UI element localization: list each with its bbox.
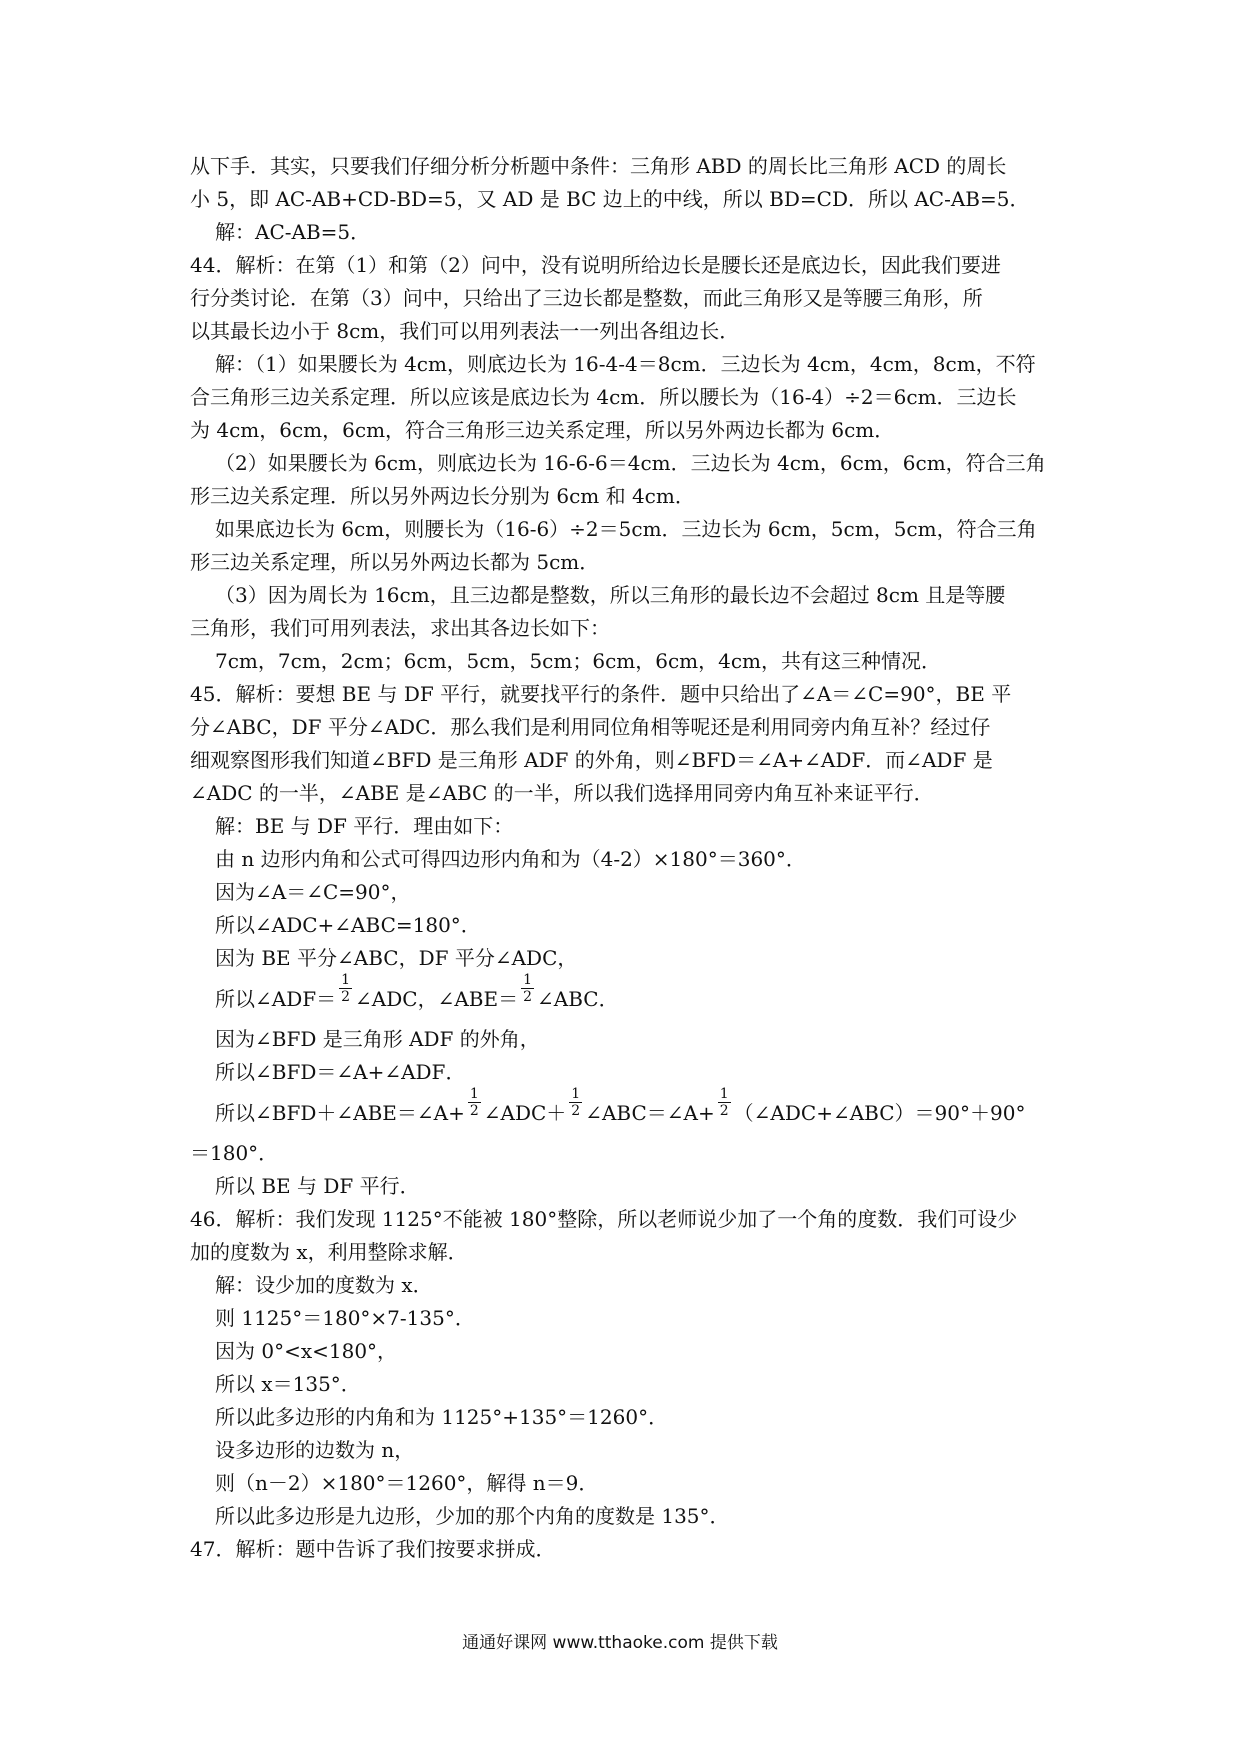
text-line: 解：AC-AB=5． [215, 220, 371, 244]
fraction-numerator: 1 [571, 1086, 581, 1102]
text-line: 合三角形三边关系定理．所以应该是底边长为 4cm．所以腰长为（16-4）÷2＝6cm．三边长 [190, 385, 1017, 409]
text-line: 因为∠BFD 是三角形 ADF 的外角， [215, 1027, 540, 1051]
eq-text: ∠ADC，∠ABE＝ [355, 987, 519, 1011]
fraction [339, 972, 352, 1005]
fraction-denominator: 2 [341, 989, 351, 1005]
fraction [718, 1086, 731, 1119]
page-footer: 通通好课网 www.tthaoke.com 提供下载 [462, 1633, 778, 1653]
text-line: 因为∠A＝∠C=90°， [215, 880, 411, 904]
fraction-denominator: 2 [469, 1103, 479, 1119]
text-line: 解：BE 与 DF 平行．理由如下： [215, 814, 514, 838]
text-line: 加的度数为 x，利用整除求解． [190, 1240, 468, 1264]
fraction-denominator: 2 [719, 1103, 729, 1119]
problem-45-heading: 45．解析：要想 BE 与 DF 平行，就要找平行的条件．题中只给出了∠A＝∠C=90°，BE 平 [190, 682, 1012, 706]
equation-continuation: ＝180°． [190, 1141, 279, 1165]
fraction [468, 1086, 481, 1119]
text-line: 从下手．其实，只要我们仔细分析分析题中条件：三角形 ABD 的周长比三角形 ACD 的周长 [190, 154, 1007, 178]
text-line: 则（n－2）×180°＝1260°，解得 n＝9． [215, 1471, 599, 1495]
fraction-numerator: 1 [719, 1086, 729, 1102]
text-line: 形三边关系定理．所以另外两边长分别为 6cm 和 4cm． [190, 484, 695, 508]
eq-text: ∠ABC＝∠A+ [585, 1101, 715, 1125]
text-line: 解：设少加的度数为 x． [215, 1273, 433, 1297]
text-line: 以其最长边小于 8cm，我们可以用列表法一一列出各组边长． [190, 319, 740, 343]
text-line: （2）如果腰长为 6cm，则底边长为 16-6-6＝4cm．三边长为 4cm，6cm，6cm，符合三角 [215, 451, 1046, 475]
text-line: 所以此多边形的内角和为 1125°+135°＝1260°． [215, 1405, 669, 1429]
fraction-denominator: 2 [523, 989, 533, 1005]
fraction [569, 1086, 582, 1119]
eq-text: （∠ADC+∠ABC）＝90°＋90° [733, 1101, 1026, 1125]
fraction-denominator: 2 [571, 1103, 581, 1119]
text-line: 行分类讨论．在第（3）问中，只给出了三边长都是整数，而此三角形又是等腰三角形，所 [190, 286, 983, 310]
text-line: 如果底边长为 6cm，则腰长为（16-6）÷2＝5cm．三边长为 6cm，5cm，5cm，符合三角 [215, 517, 1037, 541]
document-body [190, 150, 1060, 1566]
text-line: 因为 0°<x<180°， [215, 1339, 398, 1363]
text-line: 三角形，我们可用列表法，求出其各边长如下： [190, 616, 610, 640]
text-line: 设多边形的边数为 n， [215, 1438, 415, 1462]
text-line: 7cm，7cm，2cm；6cm，5cm，5cm；6cm，6cm，4cm，共有这三种情况． [215, 649, 942, 673]
equation-line [190, 972, 1060, 1023]
text-line: 由 n 边形内角和公式可得四边形内角和为（4-2）×180°＝360°． [215, 847, 806, 871]
fraction [521, 972, 534, 1005]
text-line: ∠ADC 的一半，∠ABE 是∠ABC 的一半，所以我们选择用同旁内角互补来证平行． [190, 781, 934, 805]
text-line: 所以 BE 与 DF 平行． [215, 1174, 420, 1198]
fraction-numerator: 1 [523, 972, 533, 988]
problem-46-heading: 46．解析：我们发现 1125°不能被 180°整除，所以老师说少加了一个角的度数．我们可设少 [190, 1207, 1018, 1231]
text-line: 形三边关系定理，所以另外两边长都为 5cm． [190, 550, 600, 574]
text-line: 细观察图形我们知道∠BFD 是三角形 ADF 的外角，则∠BFD＝∠A+∠ADF．而∠ADF 是 [190, 748, 993, 772]
text-line: 所以此多边形是九边形，少加的那个内角的度数是 135°． [215, 1504, 730, 1528]
eq-text: 所以∠BFD＋∠ABE＝∠A+ [215, 1101, 465, 1125]
text-line: 小 5，即 AC-AB+CD-BD=5，又 AD 是 BC 边上的中线，所以 BD=CD．所以 AC-AB=5． [190, 187, 1030, 211]
text-line: 为 4cm，6cm，6cm，符合三角形三边关系定理，所以另外两边长都为 6cm． [190, 418, 895, 442]
text-line: 所以∠ADC+∠ABC=180°． [215, 913, 481, 937]
eq-text: ∠ABC． [537, 987, 619, 1011]
problem-44-heading: 44．解析：在第（1）和第（2）问中，没有说明所给边长是腰长还是底边长，因此我们要进 [190, 253, 1001, 277]
eq-text: 所以∠ADF＝ [215, 987, 337, 1011]
eq-text: ∠ADC＋ [483, 1101, 567, 1125]
text-line: 分∠ABC，DF 平分∠ADC．那么我们是利用同位角相等呢还是利用同旁内角互补？经过仔 [190, 715, 991, 739]
equation-line [190, 1086, 1060, 1137]
text-line: 所以∠BFD＝∠A+∠ADF． [215, 1060, 466, 1084]
fraction-numerator: 1 [469, 1086, 479, 1102]
text-line: 解：（1）如果腰长为 4cm，则底边长为 16-4-4＝8cm．三边长为 4cm，4cm，8cm，不符 [215, 352, 1036, 376]
text-line: 所以 x＝135°． [215, 1372, 361, 1396]
text-line: 因为 BE 平分∠ABC，DF 平分∠ADC， [215, 946, 578, 970]
text-line: 则 1125°＝180°×7-135°． [215, 1306, 475, 1330]
text-line: （3）因为周长为 16cm，且三边都是整数，所以三角形的最长边不会超过 8cm 且是等腰 [215, 583, 1006, 607]
problem-47-heading: 47．解析：题中告诉了我们按要求拼成． [190, 1537, 556, 1561]
fraction-numerator: 1 [341, 972, 351, 988]
